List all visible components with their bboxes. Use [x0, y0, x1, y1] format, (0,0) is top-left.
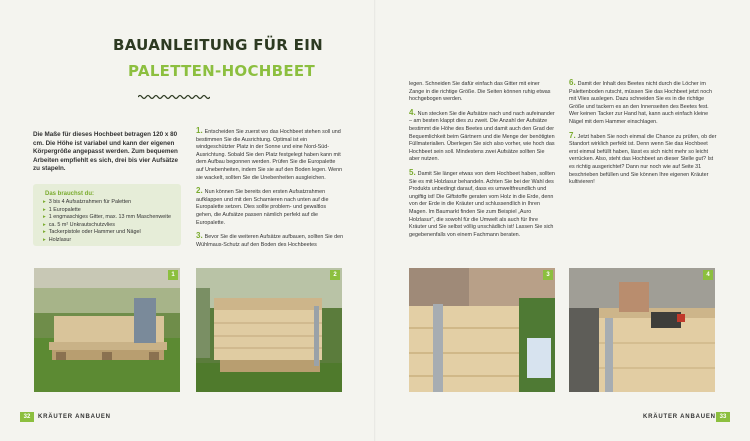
- step-number: 2.: [196, 186, 203, 196]
- materials-heading: Das brauchst du:: [45, 191, 95, 197]
- step-text: Nun stecken Sie die Aufsätze nach und nach aufeinander – am besten klappt dies zu zweit. Die Anzahl der Aufsätze bestimmt die Höhe des Beetes und damit auch den Grad der Bequemlichkeit beim Gärtnern und die Menge der benötigten Füllmaterialien. Überlegen Sie sich also vorher, wie hoch das Hochbeet sein soll. Mindestens zwei Aufsätze sollten Sie aber nutzen.: [409, 110, 555, 163]
- text-column-left: [196, 127, 344, 254]
- page-number-right: 33: [716, 412, 730, 422]
- step-number: 6.: [569, 78, 576, 87]
- materials-box: [33, 184, 181, 246]
- materials-item: ▸ 3 bis 4 Aufsatzrahmen für Paletten: [43, 199, 171, 207]
- photo-badge: 1: [168, 270, 178, 280]
- step-number: 3.: [196, 231, 203, 241]
- text-column-right-2: [569, 79, 717, 192]
- step-number: 4.: [409, 107, 416, 117]
- text-column-right-1: [409, 81, 555, 244]
- materials-item: ▸ 1 Europalette: [43, 207, 171, 215]
- step-2: [196, 187, 344, 227]
- step-4: [409, 109, 555, 164]
- step-number: 7.: [569, 130, 576, 140]
- materials-item: ▸ Holzlasur: [43, 237, 171, 245]
- step-3: [196, 232, 344, 249]
- materials-list: [43, 199, 171, 245]
- materials-item: ▸ ca. 5 m² Unkrautschutzvlies: [43, 222, 171, 230]
- step-text: Entscheiden Sie zuerst wo das Hochbeet stehen soll und bestimmen Sie die Ausrichtung. Optimal ist ein windgeschützter Platz in der Sonne und eine Nord-Süd-Ausrichtung. Sobald Sie den Platz festgelegt haben kann mit dem Aufbau begonnen werden. Prüfen Sie die Europalette auf Unebenheiten, indem Sie sie auf den Boden legen. Wenn sie wackelt, sollten Sie die Unebenheiten ausgleichen.: [196, 129, 343, 181]
- intro-text: Die Maße für dieses Hochbeet betragen 120 x 80 cm. Die Höhe ist variabel und kann der eigenen Körpergröße angepasst werden. Zum bequemen Arbeiten empfiehlt es sich, drei bis vier Aufsätze zu stapeln.: [33, 131, 178, 173]
- step-7: [569, 132, 717, 187]
- footer-label-right: KRÄUTER ANBAUEN: [643, 414, 716, 420]
- step-number: 5.: [409, 167, 416, 177]
- step-text: Jetzt haben Sie noch einmal die Chance zu prüfen, ob der Standort wirklich perfekt ist. Denn wenn Sie das Hochbeet erst einmal befüllt haben, lässt es sich nicht mehr so leicht verrücken. Also, steht das Hochbeet an dieser Stelle gut? Ist es richtig ausgerichtet? Dann nur noch wie auf Seite 31 beschrieben befüllen und Sie können Ihre eigenen Kräuter kultivieren!: [569, 133, 717, 186]
- page-gutter: [374, 0, 376, 441]
- photo-step-3: [409, 268, 555, 392]
- step-text: Damit der Inhalt des Beetes nicht durch die Löcher im Palettenboden rutscht, müssen Sie das Hochbeet jetzt noch mit Vlies auslegen. Dazu schneiden Sie es in die richtige Größe und tackern es an den Innenseiten des Beetes fest. Wer keinen Tacker zur Hand hat, kann auch einfach kleine Nägel mit dem Hammer einschlagen.: [569, 81, 712, 125]
- decorative-squiggle: [138, 93, 210, 101]
- step-5: [409, 169, 555, 239]
- materials-item: ▸ 1 engmaschiges Gitter, max. 13 mm Maschenweite: [43, 214, 171, 222]
- step-3-continued: legen. Schneiden Sie dafür einfach das Gitter mit einer Zange in die richtige Größe. Die Seiten können ruhig etwas hochgebogen werden.: [409, 81, 551, 103]
- photo-badge: 3: [543, 270, 553, 280]
- title-line-1: BAUANLEITUNG FÜR EIN: [113, 36, 323, 54]
- materials-item: ▸ Tackerpistole oder Hammer und Nägel: [43, 229, 171, 237]
- title-line-2: PALETTEN-HOCHBEET: [128, 62, 315, 80]
- step-text: Bevor Sie die weiteren Aufsätze aufbauen, sollten Sie den Wühlmaus-Schutz auf den Boden des Hochbeetes: [196, 234, 344, 248]
- step-text: Damit Sie länger etwas von dem Hochbeet haben, sollten Sie es mit Holzlasur behandeln. Achten Sie bei der Wahl des Produkts unbedingt darauf, dass es umweltfreundlich und ungiftig ist! Die Giftstoffe geraten vom Holz in die Erde, denn von der Erde in die Kräuter und schlussendlich in Ihren Magen. Im Baumarkt finden Sie zum Beispiel „Auro Holzlasur", die sowohl für die Umwelt als auch für Ihre Kräuter und Sie selbst völlig unschädlich ist! Lassen Sie sich gegebenenfalls von einem Fachmann beraten.: [409, 170, 555, 238]
- step-text: Nun können Sie bereits den ersten Aufsatzrahmen aufklappen und mit den Scharnieren nach unten auf die Europalette setzen. Dies sollte problem- und gewaltlos gehen, die Aufsätze passen nämlich perfekt auf die Europalette.: [196, 189, 329, 226]
- page-number-left: 32: [20, 412, 34, 422]
- step-6: [569, 79, 717, 127]
- photo-badge: 4: [703, 270, 713, 280]
- photo-badge: 2: [330, 270, 340, 280]
- photo-step-2: [196, 268, 342, 392]
- step-number: 1.: [196, 126, 203, 135]
- step-1: [196, 127, 344, 182]
- photo-step-4: [569, 268, 715, 392]
- photo-step-1: [34, 268, 180, 392]
- footer-label-left: KRÄUTER ANBAUEN: [38, 414, 111, 420]
